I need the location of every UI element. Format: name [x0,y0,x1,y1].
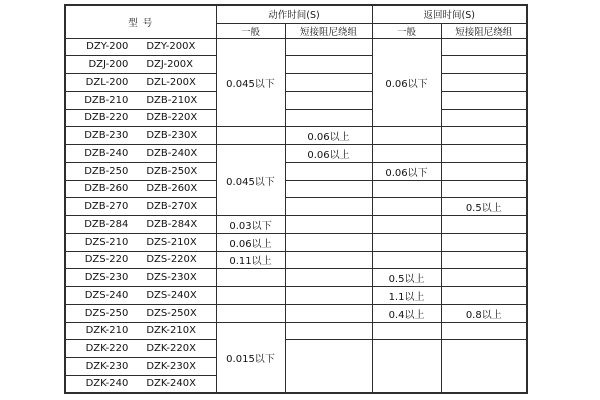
return-general-cell [372,251,441,269]
model-cell [65,251,216,269]
return-general-cell [372,198,441,216]
model-label: DZB-284X [146,218,198,230]
return-damping-cell [441,74,527,92]
return-general-cell [372,127,441,145]
return-general-cell [372,145,441,163]
model-label: DZS-220X [146,254,197,266]
return-general-cell: 0.5以上 [372,269,441,287]
return-damping-cell [441,91,527,109]
header-return-time: 返回时间(S) [372,5,527,23]
model-cell [65,269,216,287]
model-label: DZB-260 [84,183,129,195]
return-damping-cell [441,38,527,56]
model-label: DZK-230X [146,360,196,372]
return-damping-cell [441,127,527,145]
header-row-1 [65,5,527,23]
table-row [65,91,527,109]
action-general-cell [216,287,285,305]
return-damping-cell [441,287,527,305]
model-label: DZS-210X [146,236,197,248]
model-cell [65,109,216,127]
model-label: DZK-220X [146,343,196,355]
model-label: DZY-200 [86,41,129,53]
model-cell [65,127,216,145]
model-label: DZB-220 [84,112,129,124]
action-damping-cell [285,340,372,393]
action-general-cell: 0.015以下 [216,322,285,393]
action-damping-cell [285,287,372,305]
return-damping-cell [441,340,527,393]
action-damping-cell [285,180,372,198]
table-row [65,340,527,358]
model-label: DZB-240 [84,147,129,159]
model-label: DZY-200X [146,41,196,53]
table-row [65,74,527,92]
table-row [65,269,527,287]
header-action-general: 一般 [216,23,285,38]
action-general-cell: 0.06以上 [216,233,285,251]
model-label: DZS-240X [146,289,197,301]
model-label: DZB-220X [146,112,198,124]
model-cell [65,198,216,216]
action-damping-cell [285,251,372,269]
model-cell [65,38,216,56]
header-action-time: 动作时间(S) [216,5,372,23]
model-cell [65,358,216,376]
model-cell [65,233,216,251]
model-cell [65,322,216,340]
return-general-cell [372,233,441,251]
return-damping-cell [441,251,527,269]
table-row [65,38,527,56]
model-label: DZK-240 [85,378,129,390]
action-general-cell [216,304,285,322]
action-damping-cell [285,216,372,234]
table-row [65,287,527,305]
table-body [65,38,527,393]
table-header [65,5,527,38]
model-label: DZB-260X [146,183,198,195]
model-cell [65,340,216,358]
action-general-cell [216,269,285,287]
model-label: DZK-240X [146,378,196,390]
action-damping-cell [285,109,372,127]
action-damping-cell: 0.06以上 [285,127,372,145]
action-general-cell: 0.11以上 [216,251,285,269]
return-damping-cell [441,233,527,251]
table-row [65,251,527,269]
model-cell [65,162,216,180]
model-label: DZL-200X [146,76,196,88]
model-cell [65,74,216,92]
model-label: DZB-270X [146,201,198,213]
action-general-cell: 0.045以下 [216,38,285,127]
model-label: DZS-230 [84,272,129,284]
action-damping-cell [285,322,372,340]
action-damping-cell [285,74,372,92]
table-row [65,56,527,74]
model-label: DZK-210X [146,325,196,337]
model-cell [65,180,216,198]
model-label: DZB-240X [146,147,198,159]
model-cell [65,216,216,234]
model-label: DZJ-200 [88,59,129,71]
action-damping-cell [285,91,372,109]
model-cell [65,91,216,109]
action-damping-cell [285,233,372,251]
table-row [65,304,527,322]
relay-spec-table [64,4,528,394]
model-label: DZK-220 [85,343,129,355]
return-damping-cell [441,180,527,198]
return-general-cell: 0.4以上 [372,304,441,322]
table-row [65,145,527,163]
model-label: DZB-250 [84,165,129,177]
model-label: DZB-210X [146,94,198,106]
return-damping-cell [441,145,527,163]
return-damping-cell [441,322,527,340]
table-row [65,109,527,127]
action-damping-cell [285,56,372,74]
action-general-cell: 0.045以下 [216,145,285,216]
action-damping-cell [285,269,372,287]
action-damping-cell [285,304,372,322]
model-label: DZS-250 [84,307,129,319]
model-label: DZB-210 [84,94,129,106]
model-cell [65,287,216,305]
action-general-cell: 0.03以下 [216,216,285,234]
table-row [65,162,527,180]
model-label: DZS-210 [84,236,129,248]
action-damping-cell [285,162,372,180]
header-action-damping: 短接阻尼绕组 [285,23,372,38]
model-label: DZB-284 [84,218,129,230]
table-row [65,198,527,216]
return-general-cell [372,216,441,234]
model-label: DZS-250X [146,307,197,319]
return-general-cell [372,340,441,393]
model-cell [65,56,216,74]
return-damping-cell [441,109,527,127]
table-row [65,127,527,145]
model-label: DZS-220 [84,254,129,266]
model-label: DZS-240 [84,289,129,301]
relay-spec-table-container [64,4,528,394]
return-damping-cell [441,216,527,234]
action-damping-cell [285,198,372,216]
model-label: DZJ-200X [146,59,194,71]
return-general-cell [372,180,441,198]
table-row [65,233,527,251]
model-cell [65,375,216,393]
table-row [65,180,527,198]
table-row [65,216,527,234]
model-label: DZS-230X [146,272,197,284]
return-general-cell: 0.06以下 [372,162,441,180]
return-damping-cell [441,162,527,180]
table-row [65,322,527,340]
header-return-damping: 短接阻尼绕组 [441,23,527,38]
action-general-cell [216,127,285,145]
return-damping-cell [441,269,527,287]
return-general-cell [372,322,441,340]
model-label: DZB-250X [146,165,198,177]
model-label: DZK-210 [85,325,129,337]
return-general-cell: 0.06以下 [372,38,441,127]
return-damping-cell: 0.8以上 [441,304,527,322]
action-damping-cell: 0.06以上 [285,145,372,163]
model-label: DZL-200 [85,76,129,88]
model-cell [65,145,216,163]
model-label: DZB-230X [146,130,198,142]
return-general-cell: 1.1以上 [372,287,441,305]
model-label: DZB-230 [84,130,129,142]
model-label: DZB-270 [84,201,129,213]
header-return-general: 一般 [372,23,441,38]
action-damping-cell [285,38,372,56]
return-damping-cell [441,56,527,74]
model-label: DZK-230 [85,360,129,372]
model-cell [65,304,216,322]
return-damping-cell: 0.5以上 [441,198,527,216]
header-model: 型 号 [65,5,216,38]
